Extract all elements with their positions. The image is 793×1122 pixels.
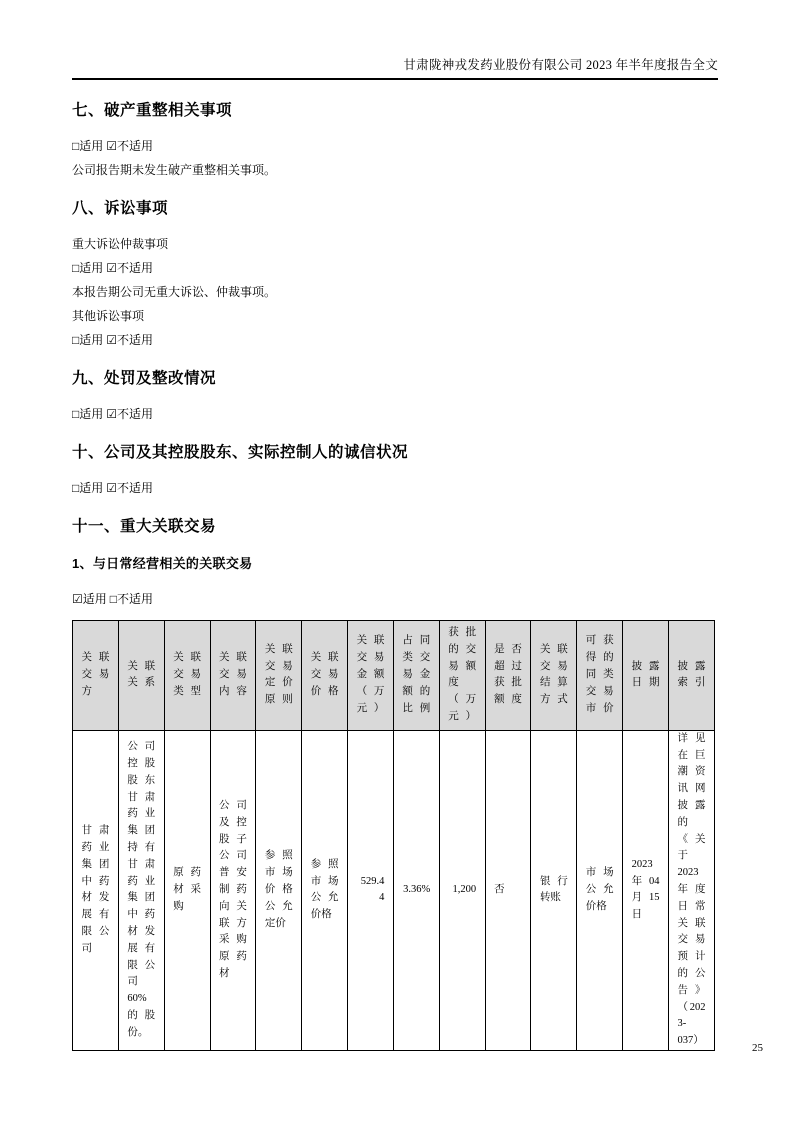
header-cell-exceed-quota: 是否超过获批额度 [485, 621, 531, 731]
table-row [73, 730, 715, 1050]
cell-ratio: 3.36% [393, 730, 439, 1050]
litigation-other-applicability-checkboxes: □适用 ☑不适用 [72, 333, 154, 347]
cell-pricing-principle: 参照市场价格公允定价 [256, 730, 302, 1050]
report-title: 甘肃陇神戎发药业股份有限公司 2023 年半年度报告全文 [403, 58, 718, 72]
cell-market-price: 市场公允价格 [577, 730, 623, 1050]
cell-settlement: 银行转账 [531, 730, 577, 1050]
bankruptcy-applicability-checkboxes: □适用 ☑不适用 [72, 139, 154, 153]
cell-amount: 529.44 [348, 730, 394, 1050]
related-transactions-table-header [73, 621, 715, 731]
header-cell-ratio: 占同类交易金额的比例 [393, 621, 439, 731]
header-cell-relationship: 关联关系 [118, 621, 164, 731]
header-cell-content: 关联交易内容 [210, 621, 256, 731]
penalty-applicability-checkboxes: □适用 ☑不适用 [72, 407, 154, 421]
header-cell-type: 关联交易类型 [164, 621, 210, 731]
section-integrity-heading: 十、公司及其控股股东、实际控制人的诚信状况 [72, 444, 409, 461]
related-transactions-applicability-checkboxes: ☑适用 □不适用 [72, 592, 154, 606]
page-number: 25 [752, 1042, 763, 1054]
cell-content: 公司及控股子公司普安制药向关联方采购原药材 [210, 730, 256, 1050]
bankruptcy-note: 公司报告期未发生破产重整相关事项。 [72, 163, 277, 177]
related-transactions-table [72, 620, 715, 1051]
cell-counterparty: 甘肃药业集团中药材发展有限公司 [73, 730, 119, 1050]
cell-disclosure-index: 详见在巨潮资讯网披露的《关于 2023 年度日常关联交易预计的公告》（2023-037） [668, 730, 714, 1050]
header-cell-approved-quota: 获批的交易额度（万元） [439, 621, 485, 731]
related-transactions-subheading: 1、与日常经营相关的关联交易 [72, 556, 253, 571]
section-penalty-heading: 九、处罚及整改情况 [72, 370, 217, 387]
header-cell-settlement: 关联交易结算方式 [531, 621, 577, 731]
cell-disclosure-date: 2023 年 04 月 15 日 [623, 730, 669, 1050]
cell-approved-quota: 1,200 [439, 730, 485, 1050]
header-cell-price: 关联交易价格 [302, 621, 348, 731]
header-divider [72, 78, 718, 80]
header-cell-disclosure-date: 披露日期 [623, 621, 669, 731]
section-related-transactions-heading: 十一、重大关联交易 [72, 518, 217, 535]
litigation-major-note: 本报告期公司无重大诉讼、仲裁事项。 [72, 285, 277, 299]
cell-exceed-quota: 否 [485, 730, 531, 1050]
cell-price: 参照市场公允价格 [302, 730, 348, 1050]
integrity-applicability-checkboxes: □适用 ☑不适用 [72, 481, 154, 495]
section-bankruptcy-heading: 七、破产重整相关事项 [72, 102, 233, 119]
header-cell-counterparty: 关联交易方 [73, 621, 119, 731]
litigation-major-label: 重大诉讼仲裁事项 [72, 237, 169, 251]
related-transactions-table-body [73, 730, 715, 1050]
litigation-major-applicability-checkboxes: □适用 ☑不适用 [72, 261, 154, 275]
section-litigation-heading: 八、诉讼事项 [72, 200, 169, 217]
header-cell-pricing-principle: 关联交易定价原则 [256, 621, 302, 731]
litigation-other-label: 其他诉讼事项 [72, 309, 145, 323]
header-cell-market-price: 可获得的同类交易市价 [577, 621, 623, 731]
header-cell-disclosure-index: 披露索引 [668, 621, 714, 731]
page-content [0, 101, 793, 1051]
page-header [0, 0, 793, 80]
header-cell-amount: 关联交易金额（万元） [348, 621, 394, 731]
cell-type: 原药材采购 [164, 730, 210, 1050]
cell-relationship: 公司控股股东甘肃药业集团持有甘肃药业集团中药材发展有限公司60%的股份。 [118, 730, 164, 1050]
table-header-row [73, 621, 715, 731]
